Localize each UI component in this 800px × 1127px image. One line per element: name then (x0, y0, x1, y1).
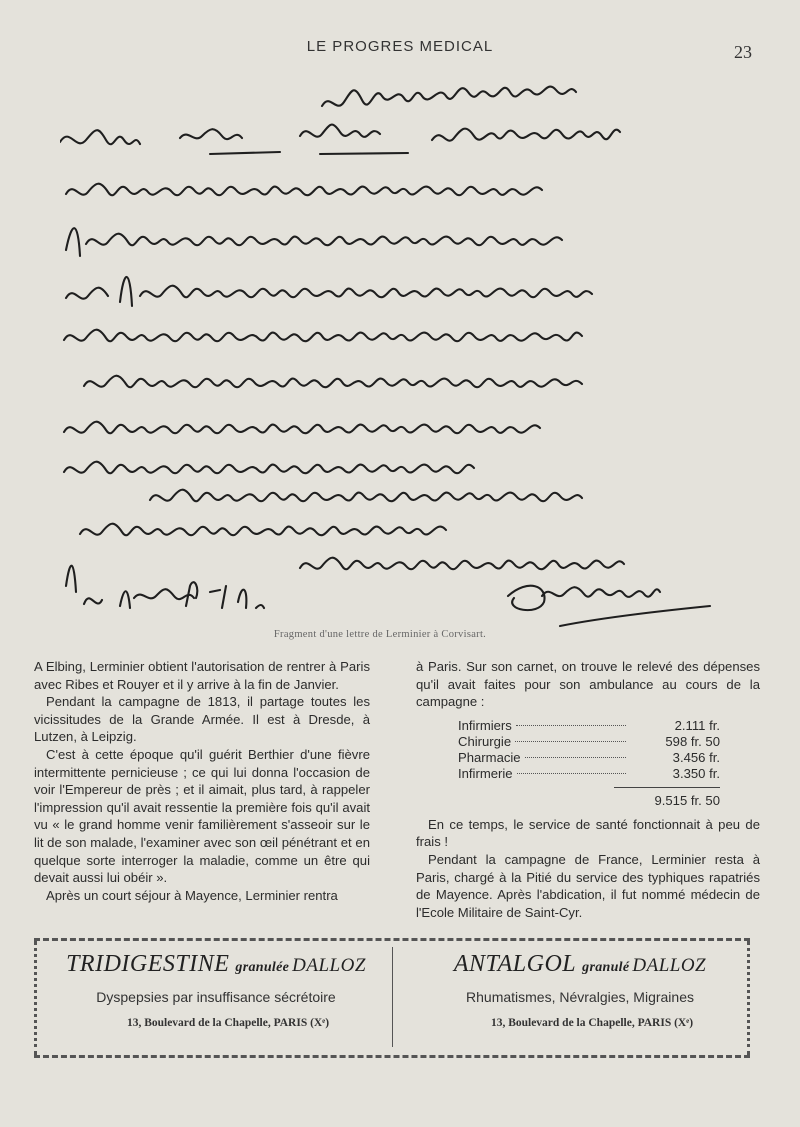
ad-indication: Rhumatismes, Névralgies, Migraines (466, 989, 694, 1005)
handwritten-letter-image (60, 72, 720, 632)
ad-product-form: granulée (235, 960, 290, 975)
handwriting-strokes (60, 72, 720, 632)
total-rule (614, 787, 720, 788)
paragraph: Pendant la campagne de 1813, il partage toutes les vicissitudes de la Grande Armée. Il est à Dresde, à Lutzen, à Leipzig. (34, 694, 370, 745)
ad-divider (392, 947, 393, 1047)
expense-label: Pharmacie (458, 749, 521, 765)
advertisement-box (34, 938, 750, 1058)
paragraph: En ce temps, le service de santé fonctionnait à peu de frais ! (416, 816, 760, 850)
leader-dots (517, 773, 626, 774)
expense-label: Chirurgie (458, 733, 512, 749)
paragraph: A Elbing, Lerminier obtient l'autorisation de rentrer à Paris avec Ribes et Rouyer et il y arrive à la fin de Janvier. (34, 659, 370, 692)
expense-amount: 2.111 fr. (674, 717, 720, 733)
article-body (34, 658, 762, 924)
page-header (0, 38, 800, 60)
expense-amount: 3.350 fr. (672, 765, 720, 781)
expense-row (458, 749, 720, 765)
ad-address: 13, Boulevard de la Chapelle, PARIS (Xᵉ) (126, 1017, 330, 1029)
leader-dots (515, 741, 626, 742)
expense-amount: 598 fr. 50 (665, 733, 720, 749)
expense-row (458, 765, 720, 781)
ad-brand: DALLOZ (632, 955, 707, 976)
leader-dots (525, 757, 626, 758)
ad-product-name: TRIDIGESTINE (66, 951, 230, 977)
paragraph: C'est à cette époque qu'il guérit Berthier d'une fièvre intermittente pernicieuse ; ce qui lui donna l'occasion de voir l'Empereur de près ; et il aimait, plus tard, à rappeler l'impression qu'il avait ressentie la première fois qu'il avait vu « le grand homme venir familièrement s'asseoir sur le lit de son malade, l'examiner avec son œil pénétrant et en quelque sorte interroger la maladie, comme un être qui devait aussi lui obéir ». (34, 746, 370, 886)
expense-row (458, 733, 720, 749)
expense-table (458, 717, 720, 810)
ad-product-name: ANTALGOL (453, 951, 577, 977)
expense-total: 9.515 fr. 50 (654, 792, 720, 808)
ad-brand: DALLOZ (292, 955, 366, 976)
expense-label: Infirmiers (458, 717, 512, 733)
expense-label: Infirmerie (458, 765, 513, 781)
right-column (416, 658, 760, 921)
ad-title (410, 949, 750, 983)
paragraph: Après un court séjour à Mayence, Lerminier rentra (46, 887, 338, 903)
paragraph: Pendant la campagne de France, Lerminier resta à Paris, chargé à la Pitié du service des typhiques rapatriés de Mayence. Après l'abdication, il fut nommé médecin de l'Ecole Militaire de Saint-Cyr. (416, 851, 760, 920)
running-title: LE PROGRES MEDICAL (306, 38, 494, 55)
paragraph: à Paris. Sur son carnet, on trouve le relevé des dépenses qu'il avait faites pour son ambulance au cours de la campagne : (416, 659, 760, 710)
advertisement-antalgol (410, 949, 750, 1029)
page-number: 23 (734, 42, 752, 62)
ad-product-form: granulé (582, 960, 630, 975)
ad-address: 13, Boulevard de la Chapelle, PARIS (Xᵉ) (490, 1017, 694, 1029)
ad-indication: Dyspepsies par insuffisance sécrétoire (96, 989, 336, 1005)
expense-amount: 3.456 fr. (672, 749, 720, 765)
expense-row (458, 717, 720, 733)
figure-caption: Fragment d'une lettre de Lerminier à Corvisart. (273, 629, 487, 640)
advertisement-tridigestine (46, 949, 386, 1029)
leader-dots (516, 725, 626, 726)
left-column (34, 658, 370, 904)
ad-title (46, 949, 386, 983)
